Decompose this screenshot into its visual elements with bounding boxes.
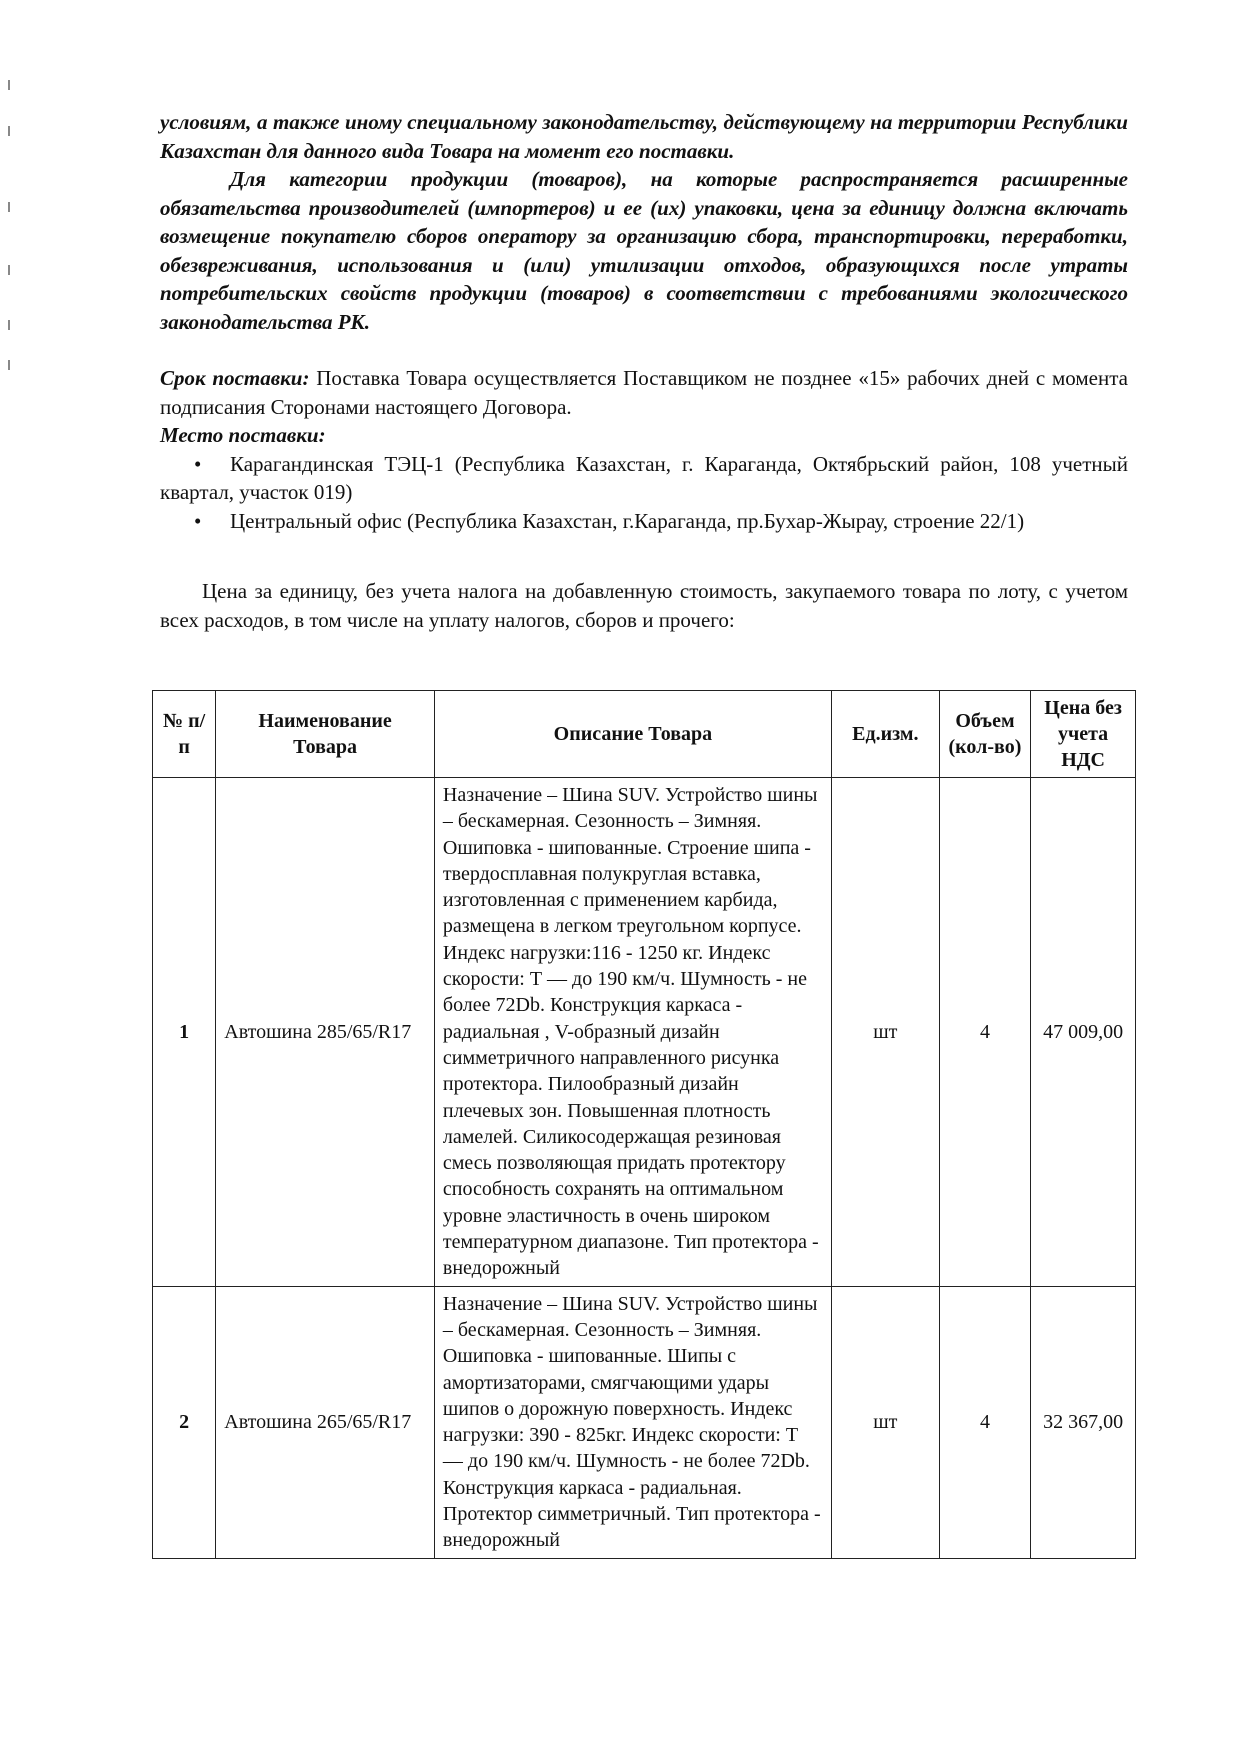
goods-table bbox=[152, 690, 1136, 1559]
scan-margin-marks bbox=[8, 80, 14, 370]
header-qty: Объем (кол-во) bbox=[939, 691, 1030, 778]
delivery-places-list bbox=[160, 450, 1128, 536]
row-qty: 4 bbox=[939, 1286, 1030, 1558]
header-unit: Ед.изм. bbox=[831, 691, 939, 778]
table-header-row bbox=[153, 691, 1136, 778]
delivery-term-text: Поставка Товара осуществляется Поставщиком не позднее «15» рабочих дней с момента подписания Сторонами настоящего Договора. bbox=[160, 366, 1128, 419]
table-row bbox=[153, 1286, 1136, 1558]
delivery-term bbox=[160, 364, 1128, 421]
row-unit: шт bbox=[831, 1286, 939, 1558]
header-num: № п/п bbox=[153, 691, 216, 778]
bullet-icon: • bbox=[194, 508, 202, 533]
row-price: 47 009,00 bbox=[1031, 778, 1136, 1287]
row-num: 1 bbox=[153, 778, 216, 1287]
row-price: 32 367,00 bbox=[1031, 1286, 1136, 1558]
row-name: Автошина 265/65/R17 bbox=[216, 1286, 435, 1558]
delivery-term-label: Срок поставки: bbox=[160, 366, 310, 390]
row-qty: 4 bbox=[939, 778, 1030, 1287]
price-intro: Цена за единицу, без учета налога на добавленную стоимость, закупаемого товара по лоту, с учетом всех расходов, в том числе на уплату налогов, сборов и прочего: bbox=[160, 579, 1128, 632]
row-unit: шт bbox=[831, 778, 939, 1287]
conditions-paragraph-1: условиям, а также иному специальному законодательству, действующему на территории Республики Казахстан для данного вида Товара на момент его поставки. bbox=[160, 110, 1128, 163]
row-desc: Назначение – Шина SUV. Устройство шины – бескамерная. Сезонность – Зимняя. Ошиповка - шипованные. Строение шипа - твердосплавная полукруглая вставка, изготовленная с применением карбида, размещена в легком треугольном корпусе. Индекс нагрузки:116 - 1250 кг. Индекс скорости: Т — до 190 км/ч. Шумность - не более 72Db. Конструкция каркаса - радиальная , V-образный дизайн симметричного направленного рисунка протектора. Пилообразный дизайн плечевых зон. Повышенная плотность ламелей. Силикосодержащая резиновая смесь позволяющая придать протектору способность сохранять на оптимальном уровне эластичность в очень широком температурном диапазоне. Тип протектора - внедорожный bbox=[434, 778, 831, 1287]
document-body bbox=[160, 108, 1128, 634]
row-num: 2 bbox=[153, 1286, 216, 1558]
bullet-icon: • bbox=[194, 451, 202, 476]
delivery-place-item: • Карагандинская ТЭЦ-1 (Республика Казахстан, г. Караганда, Октябрьский район, 108 учетный квартал, участок 019) bbox=[160, 451, 1128, 504]
header-name: Наименование Товара bbox=[216, 691, 435, 778]
header-price: Цена без учета НДС bbox=[1031, 691, 1136, 778]
row-name: Автошина 285/65/R17 bbox=[216, 778, 435, 1287]
delivery-place-item: • Центральный офис (Республика Казахстан, г.Караганда, пр.Бухар-Жырау, строение 22/1) bbox=[160, 507, 1128, 536]
table-row bbox=[153, 778, 1136, 1287]
row-desc: Назначение – Шина SUV. Устройство шины – бескамерная. Сезонность – Зимняя. Ошиповка - шипованные. Шипы с амортизаторами, смягчающими удары шипов о дорожную поверхность. Индекс нагрузки: 390 - 825кг. Индекс скорости: Т — до 190 км/ч. Шумность - не более 72Db. Конструкция каркаса - радиальная. Протектор симметричный. Тип протектора - внедорожный bbox=[434, 1286, 831, 1558]
header-desc: Описание Товара bbox=[434, 691, 831, 778]
conditions-paragraph-2: Для категории продукции (товаров), на которые распространяется расширенные обязательства производителей (импортеров) и ее (их) упаковки, цена за единицу должна включать возмещение покупателю сборов оператору за организацию сбора, транспортировки, переработки, обезвреживания, использования и (или) утилизации отходов, образующихся после утраты потребительских свойств продукции (товаров) в соответствии с требованиями экологического законодательства РК. bbox=[160, 167, 1128, 334]
delivery-place-label: Место поставки: bbox=[160, 423, 326, 447]
